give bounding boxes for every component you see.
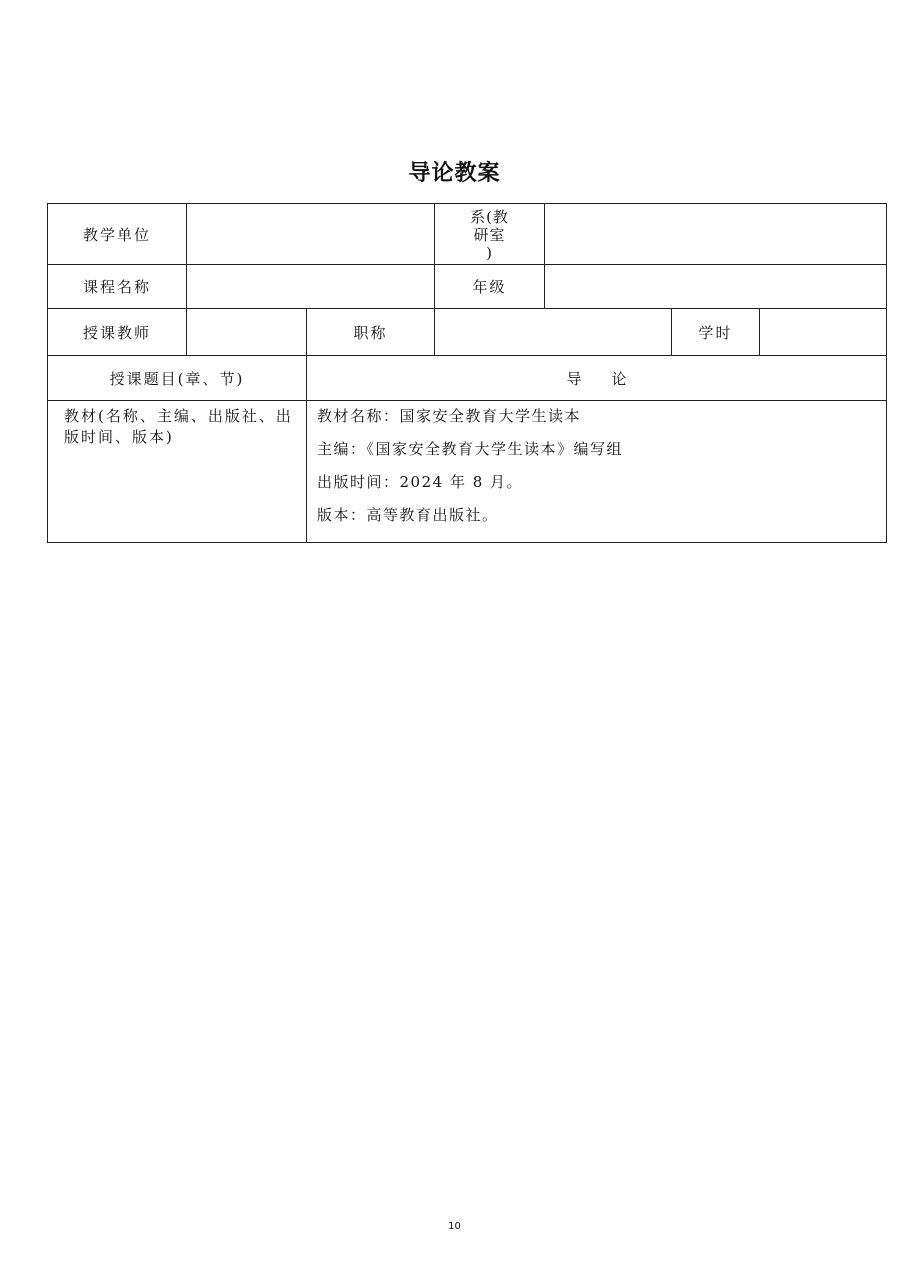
- row-unit: [48, 204, 887, 265]
- page-number: 10: [448, 1221, 461, 1232]
- row-materials: [48, 401, 887, 543]
- topic-value: [307, 356, 887, 401]
- materials-line: 教材名称：国家安全教育大学生读本: [317, 407, 582, 425]
- topic-value-char2: 论: [611, 369, 627, 388]
- topic-label: 授课题目(章、节): [48, 356, 307, 401]
- dept-label-line1: 系(教: [470, 208, 509, 226]
- row-course: [48, 265, 887, 309]
- hours-value: [760, 309, 887, 356]
- course-value: [187, 265, 435, 309]
- topic-value-char1: 导: [566, 369, 582, 388]
- materials-label: 教材(名称、主编、出版社、出版时间、版本): [48, 401, 307, 543]
- materials-line: 主编：《国家安全教育大学生读本》编写组: [317, 440, 624, 458]
- teacher-label: 授课教师: [48, 309, 187, 356]
- rank-label: 职称: [307, 309, 435, 356]
- grade-label: 年级: [435, 265, 545, 309]
- course-label: 课程名称: [48, 265, 187, 309]
- lesson-plan-table: [47, 203, 887, 543]
- materials-value: [307, 401, 887, 543]
- dept-label-line3: ): [486, 244, 493, 262]
- rank-value: [435, 309, 672, 356]
- grade-value: [545, 265, 887, 309]
- dept-value: [545, 204, 887, 265]
- hours-label: 学时: [672, 309, 760, 356]
- page-title: 导论教案: [408, 161, 501, 186]
- materials-line: 出版时间：2024 年 8 月。: [317, 473, 524, 491]
- teacher-value: [187, 309, 307, 356]
- unit-label: 教学单位: [48, 204, 187, 265]
- dept-label-line2: 研室: [473, 226, 506, 244]
- unit-value: [187, 204, 435, 265]
- row-teacher: [48, 309, 887, 356]
- row-topic: [48, 356, 887, 401]
- dept-label: [435, 204, 545, 265]
- materials-line: 版本：高等教育出版社。: [317, 506, 499, 524]
